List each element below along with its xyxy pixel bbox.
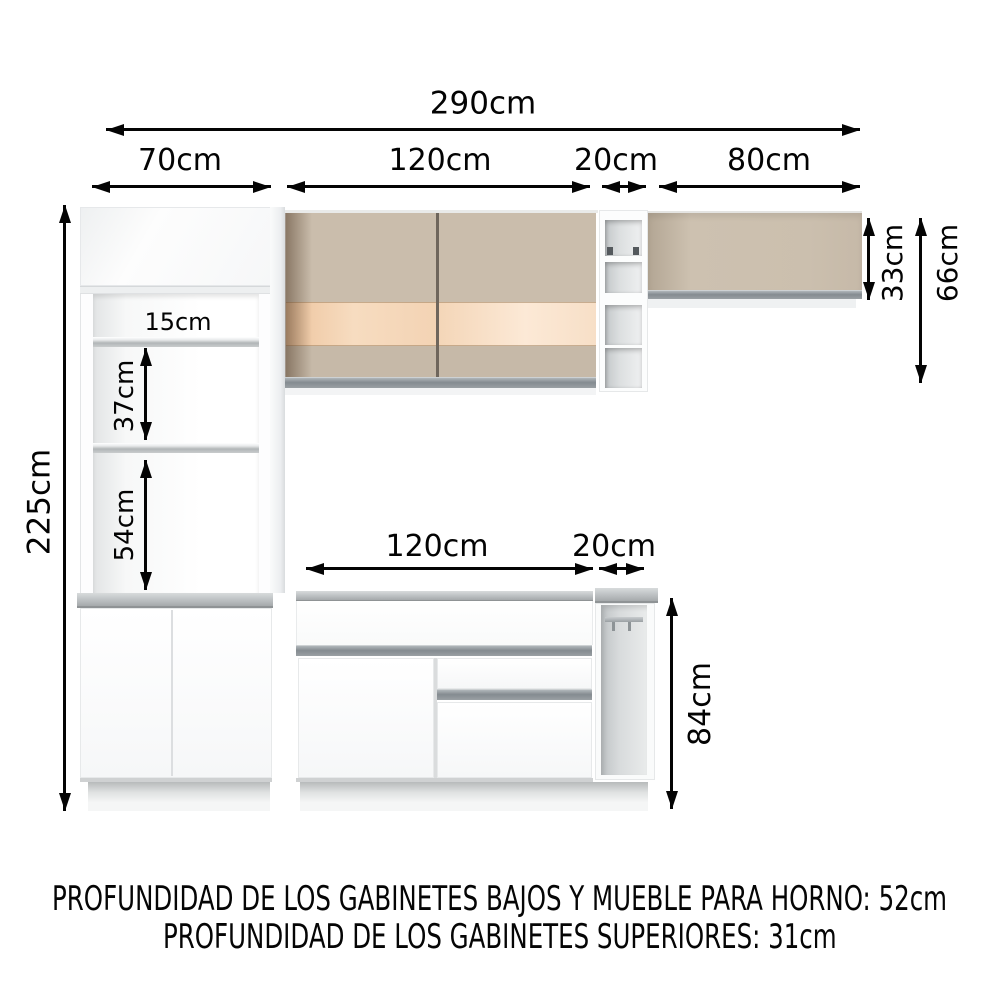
wall-cabinet-80-door [648, 213, 862, 290]
dim-right-cab-height-arrow [867, 218, 870, 300]
dim-base-cab-width-label: 120cm [385, 529, 489, 564]
wall-cabinet-120-left-shadow [285, 213, 312, 377]
dim-niche-15-label: 15cm [144, 308, 212, 336]
dim-total-height-label: 225cm [21, 448, 58, 556]
wall-shelf-20-niche-2 [605, 262, 642, 293]
wall-cabinet-120-door-seam [436, 213, 439, 377]
dim-niche-37-label: 37cm [110, 359, 140, 433]
dim-base-height-label: 84cm [683, 662, 718, 746]
wall-cabinet-120-door-right [439, 213, 596, 377]
base-run-plinth [300, 782, 648, 811]
dim-base-height-arrow [670, 598, 673, 809]
tower-base-door-seam [171, 610, 173, 776]
door-right-glass-strip [439, 302, 596, 346]
tower-shelf-lower [93, 443, 259, 453]
dim-right-cab-width-label: 80cm [727, 143, 811, 178]
tower-base-cabinet [80, 608, 272, 778]
door-right-beige-bottom [439, 346, 596, 377]
wall-shelf-20-niche-3 [605, 305, 642, 345]
dim-tower-width-arrow [92, 185, 271, 188]
dim-niche-37-arrow [144, 348, 147, 440]
dim-wall-cab-width-arrow [287, 185, 590, 188]
dim-niche-54-label: 54cm [110, 488, 140, 562]
base-cabinet-door [298, 658, 434, 778]
footer-note-2 [0, 917, 1000, 957]
dim-wall-cab-width-label: 120cm [388, 143, 492, 178]
towel-hook-left [612, 622, 615, 631]
wall-shelf-hinge-right [633, 247, 639, 255]
dim-base-shelf-width-arrow [599, 567, 644, 570]
dim-base-shelf-width-label: 20cm [572, 529, 656, 564]
dim-right-cab-width-arrow [659, 185, 860, 188]
door-right-beige-top [439, 213, 596, 302]
base-cabinet-drawer-bottom [437, 702, 592, 778]
footer-note-2-text: PROFUNDIDAD DE LOS GABINETES SUPERIORES: 31cm [163, 917, 837, 957]
base-cabinet-top-band [296, 601, 593, 645]
wall-shelf-hinge-left [607, 247, 613, 255]
tower-shelf-upper [93, 337, 259, 347]
tower-top-door-rail [80, 286, 272, 294]
wall-shelf-20-niche-4 [605, 348, 642, 388]
dim-total-height-arrow [63, 205, 66, 811]
base-cabinet-handle-rail [296, 645, 592, 656]
wall-cabinet-120-underside [285, 388, 596, 395]
footer-note-1-text: PROFUNDIDAD DE LOS GABINETES BAJOS Y MUEBLE PARA HORNO: 52cm [52, 879, 948, 919]
dim-upper-row-height-arrow [919, 218, 922, 383]
side-filler-panel [270, 207, 285, 593]
base-cabinet-drawer-rail [437, 689, 592, 700]
dim-niche-54-arrow [144, 460, 147, 590]
dim-base-cab-width-arrow [306, 567, 593, 570]
tower-top-door [80, 207, 272, 286]
dim-wall-shelf-width-label: 20cm [574, 143, 658, 178]
base-end-shelf-top [595, 588, 658, 603]
dim-upper-row-height-label: 66cm [931, 223, 964, 303]
base-cabinet-drawer-top [437, 658, 592, 689]
footer-note-1 [0, 879, 1000, 919]
dim-total-width-arrow [106, 128, 860, 131]
dim-tower-width-label: 70cm [138, 143, 222, 178]
base-end-shelf-interior [601, 605, 647, 775]
tower-countertop [77, 593, 273, 608]
tower-plinth [88, 782, 270, 811]
wall-cabinet-120-bottom-rail [285, 377, 596, 388]
base-cabinet-countertop [296, 591, 593, 601]
towel-hook-right [628, 622, 631, 631]
dim-right-cab-height-label: 33cm [876, 223, 909, 303]
wall-cabinet-80-underside [648, 299, 856, 308]
wall-cabinet-80-rail [648, 290, 862, 299]
dim-wall-shelf-width-arrow [602, 185, 646, 188]
dim-total-width-label: 290cm [429, 85, 537, 122]
towel-bar [605, 617, 643, 622]
